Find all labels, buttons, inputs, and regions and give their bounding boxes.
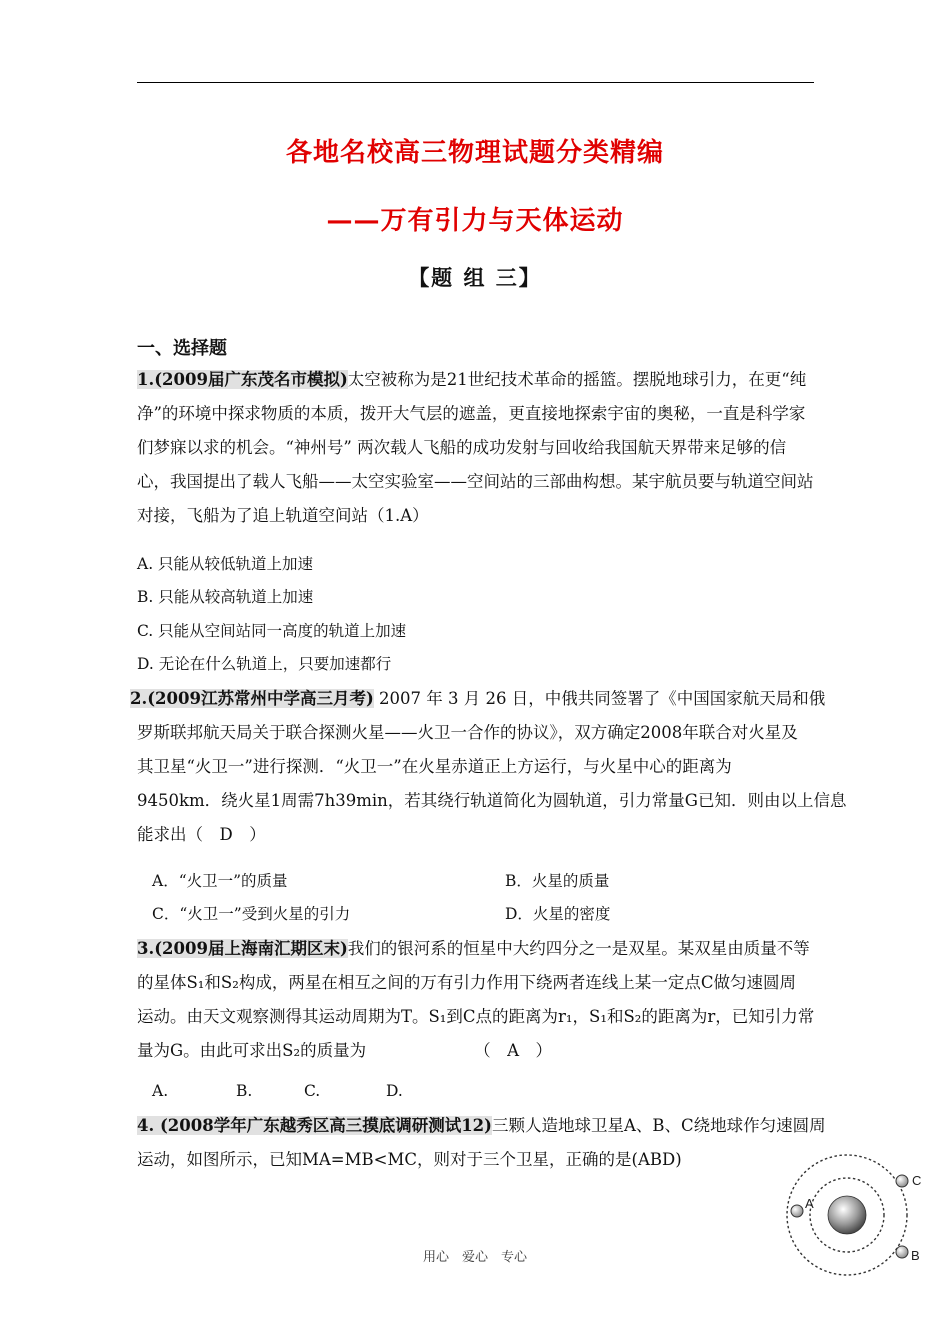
option-b: B．火星的质量: [505, 872, 610, 890]
question-text: 三颗人造地球卫星A、B、C绕地球作匀速圆周: [491, 1116, 826, 1135]
satellite-c: [896, 1175, 908, 1187]
question-text: 能求出（ D ）: [137, 825, 266, 844]
satellite-orbit-figure: [785, 1140, 950, 1305]
question-source: 4. (2008学年广东越秀区高三摸底调研测试12): [137, 1116, 492, 1135]
question-text: 9450km．绕火星1周需7h39min，若其绕行轨道简化为圆轨道，引力常量G已知．则由以上信息: [137, 791, 847, 810]
question-text: 运动，如图所示，已知MA=MB<MC，则对于三个卫星，正确的是(ABD): [137, 1150, 682, 1169]
earth: [828, 1196, 866, 1234]
label-b: B: [911, 1248, 920, 1263]
option-b: B. 只能从较高轨道上加速: [137, 588, 314, 606]
option-d: D．火星的密度: [505, 905, 611, 923]
question-text: 2007 年 3 月 26 日，中俄共同签署了《中国国家航天局和俄: [373, 689, 826, 708]
question-4: [137, 1109, 826, 1177]
question-source: 2.(2009江苏常州中学高三月考): [130, 689, 374, 708]
question-group-label: 【题 组 三】: [408, 265, 542, 290]
question-text: 其卫星“火卫一”进行探测．“火卫一”在火星赤道正上方运行，与火星中心的距离为: [137, 757, 732, 776]
option-d: D.: [386, 1082, 403, 1100]
question-text: 我们的银河系的恒星中大约四分之一是双星。某双星由质量不等: [347, 939, 810, 958]
question-source: 3.(2009届上海南汇期区末): [137, 939, 348, 958]
document-title: 各地名校高三物理试题分类精编: [285, 138, 664, 168]
option-c: C.: [304, 1082, 321, 1100]
option-c: C．“火卫一”受到火星的引力: [152, 905, 351, 923]
option-d: D. 无论在什么轨道上，只要加速都行: [137, 655, 392, 673]
question-text: 的星体S₁和S₂构成，两星在相互之间的万有引力作用下绕两者连线上某一定点C做匀速圆周: [137, 973, 796, 992]
question-3: [137, 932, 815, 1068]
question-text: 太空被称为是21世纪技术革命的摇篮。摆脱地球引力，在更“纯: [347, 370, 807, 389]
question-2: [130, 682, 847, 852]
satellite-a: [791, 1205, 803, 1217]
question-text: 们梦寐以求的机会。“神州号” 两次载人飞船的成功发射与回收给我国航天界带来足够的信: [137, 438, 787, 457]
answer-text: （ A ）: [474, 1041, 553, 1060]
question-text: 对接，飞船为了追上轨道空间站（1.A）: [137, 506, 429, 525]
question-text: 心，我国提出了载人飞船——太空实验室——空间站的三部曲构想。某宇航员要与轨道空间站: [137, 472, 814, 491]
question-text: 量为G。由此可求出S₂的质量为: [137, 1041, 367, 1060]
option-b: B.: [236, 1082, 253, 1100]
page-footer: 用心 爱心 专心: [422, 1250, 527, 1265]
question-text: 运动。由天文观察测得其运动周期为T。S₁到C点的距离为r₁，S₁和S₂的距离为r，已知引力常: [137, 1007, 815, 1026]
section-heading: 一、选择题: [137, 338, 227, 359]
header-rule: [137, 82, 814, 83]
question-1: [137, 363, 815, 533]
label-a: A: [805, 1196, 814, 1211]
label-c: C: [912, 1173, 922, 1188]
document-subtitle: ——万有引力与天体运动: [326, 206, 624, 236]
question-text: 净”的环境中探求物质的本质，拨开大气层的遮盖，更直接地探索宇宙的奥秘，一直是科学家: [137, 404, 806, 423]
option-a: A.: [152, 1082, 169, 1100]
option-a: A. 只能从较低轨道上加速: [137, 555, 314, 573]
option-c: C. 只能从空间站同一高度的轨道上加速: [137, 622, 407, 640]
option-a: A．“火卫一”的质量: [152, 872, 288, 890]
question-source: 1.(2009届广东茂名市模拟): [137, 370, 348, 389]
question-text: 罗斯联邦航天局关于联合探测火星——火卫一合作的协议》，双方确定2008年联合对火星及: [137, 723, 798, 742]
